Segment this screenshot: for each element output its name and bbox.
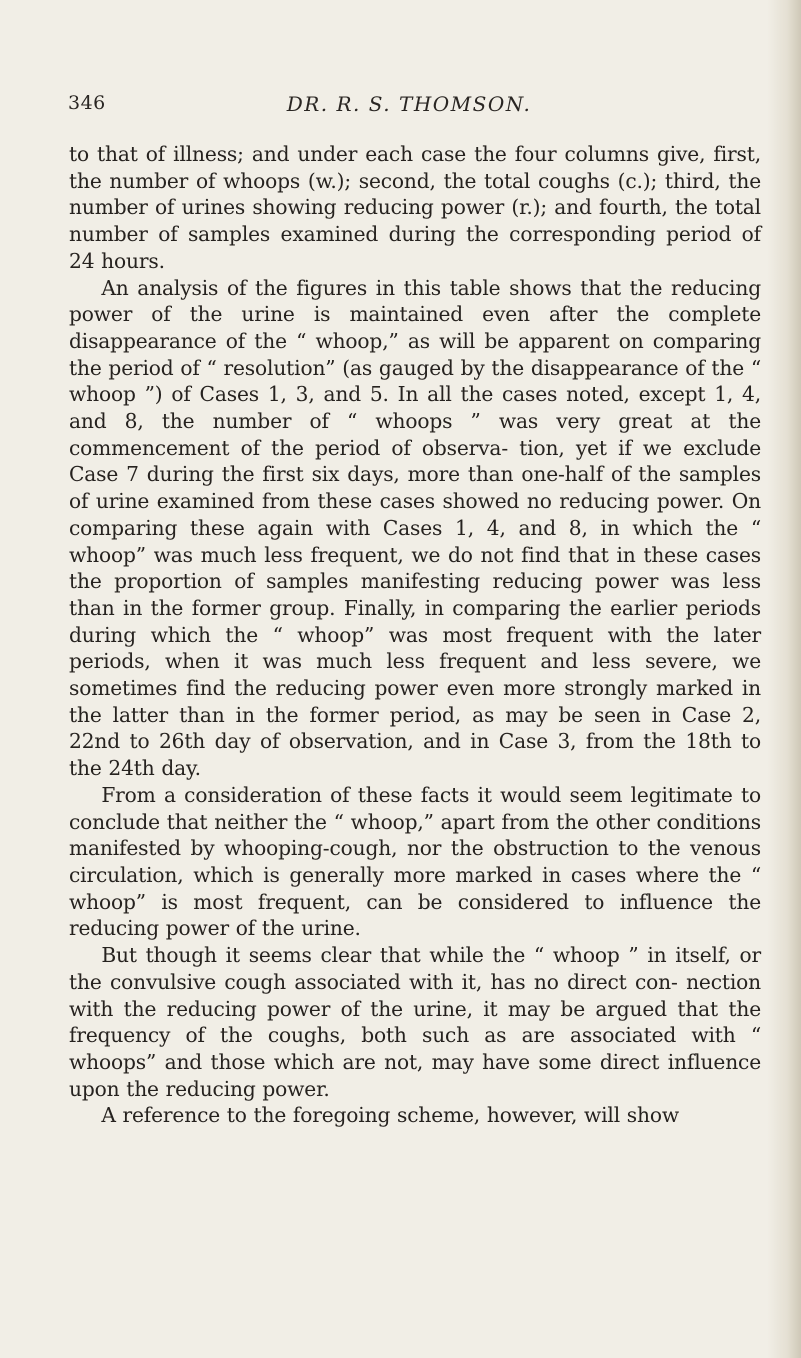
paragraph-2: An analysis of the figures in this table shows that the reducing power of the urine is maintained even after the complete disappearance of the “ whoop,” as will be apparent on comparing the period of “ resolution” (as gauged by the disappearance of the “ whoop ”) of Cases 1, 3, and 5. In all the cases noted, except 1, 4, and 8, the number of “ whoops ” was very great at the commencement of the period of observa- tion, yet if we exclude Case 7 during the first six days, more than one-half of the samples of urine examined from these cases showed no reducing power. On comparing these again with Cases 1, 4, and 8, in which the “ whoop” was much less frequent, we do not find that in these cases the proportion of samples manifesting reducing power was less than in the former group. Finally, in comparing the earlier periods during which the “ whoop” was most frequent with the later periods, when it was much less frequent and less severe, we sometimes find the reducing power even more strongly marked in the latter than in the former period, as may be seen in Case 2, 22nd to 26th day of observation, and in Case 3, from the 18th to the 24th day.	[69, 275, 761, 781]
page-number: 346	[68, 92, 106, 114]
paragraph-5: A reference to the foregoing scheme, however, will show	[101, 1103, 679, 1128]
page-edge-shadow	[767, 0, 801, 1358]
running-head: DR. R. S. THOMSON.	[286, 92, 532, 116]
paragraph-1: to that of illness; and under each case the four columns give, first, the number of whoops (w.); second, the total coughs (c.); third, the number of urines showing reducing power (r.); and fourth, the total number of samples examined during the corresponding period of 24 hours.	[69, 142, 761, 273]
paragraph-4: But though it seems clear that while the “ whoop ” in itself, or the convulsive cough associated with it, has no direct con- nection with the reducing power of the urine, it may be argued that the frequency of the coughs, both such as are associated with “ whoops” and those which are not, may have some direct influence upon the reducing power.	[69, 943, 761, 1101]
paragraph-3: From a consideration of these facts it would seem legitimate to conclude that neither the “ whoop,” apart from the other conditions manifested by whooping-cough, nor the obstruction to the venous circulation, which is generally more marked in cases where the “ whoop” is most frequent, can be considered to influence the reducing power of the urine.	[69, 782, 761, 941]
body-text	[69, 141, 761, 1129]
page-header	[68, 92, 740, 122]
